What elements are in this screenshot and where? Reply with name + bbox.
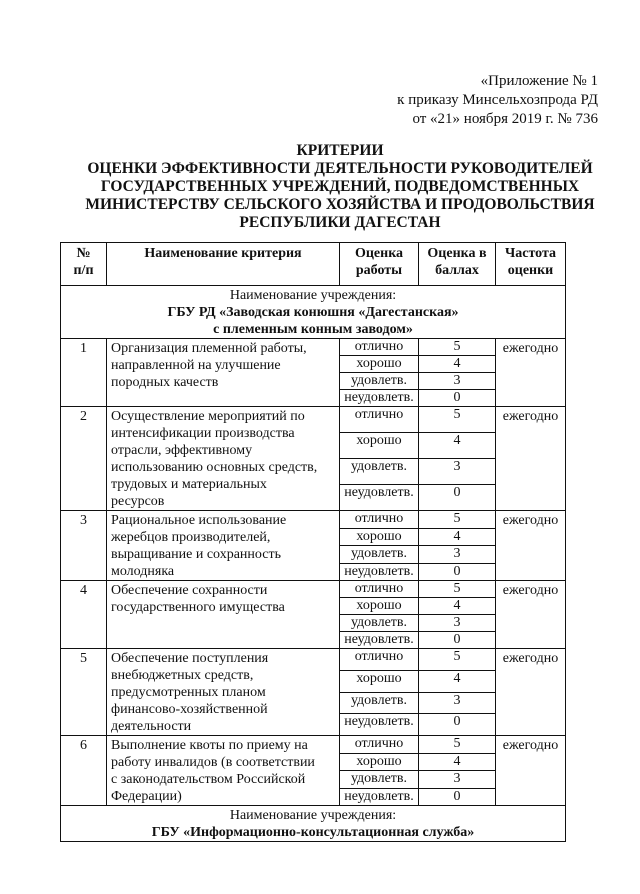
criterion-line: интенсификации производства — [111, 426, 295, 441]
frequency-cell: ежегодно — [496, 736, 566, 806]
criterion-line: жеребцов производителей, — [111, 530, 271, 545]
criterion-line: трудовых и материальных — [111, 477, 267, 492]
table-row — [61, 407, 566, 433]
score-cell: 3 — [419, 459, 496, 485]
grade-cell: отлично — [340, 649, 419, 671]
criterion-line: Осуществление мероприятий по — [111, 409, 305, 424]
criterion-line: Рациональное использование — [111, 513, 287, 528]
grade-cell: отлично — [340, 581, 419, 598]
score-cell: 0 — [419, 714, 496, 736]
grade-cell: хорошо — [340, 670, 419, 692]
score-cell: 4 — [419, 670, 496, 692]
appendix-line: от «21» ноября 2019 г. № 736 — [412, 111, 598, 127]
score-cell: 3 — [419, 771, 496, 789]
score-cell: 5 — [419, 511, 496, 529]
table-row — [61, 511, 566, 529]
table-row — [61, 339, 566, 356]
score-cell: 3 — [419, 692, 496, 714]
grade-cell: удовлетв. — [340, 692, 419, 714]
score-cell: 4 — [419, 433, 496, 459]
grade-cell: хорошо — [340, 528, 419, 546]
score-cell: 0 — [419, 563, 496, 581]
frequency-cell: ежегодно — [496, 511, 566, 581]
criterion-line: Обеспечение поступления — [111, 651, 269, 666]
institution-row — [61, 806, 566, 842]
score-cell: 3 — [419, 546, 496, 564]
score-cell: 3 — [419, 373, 496, 390]
title-line: ОЦЕНКИ ЭФФЕКТИВНОСТИ ДЕЯТЕЛЬНОСТИ РУКОВОДИТЕЛЕЙ — [87, 160, 593, 177]
score-cell: 5 — [419, 736, 496, 754]
grade-cell: неудовлетв. — [340, 788, 419, 806]
grade-cell: неудовлетв. — [340, 563, 419, 581]
title-line: РЕСПУБЛИКИ ДАГЕСТАН — [239, 214, 441, 231]
grade-cell: удовлетв. — [340, 459, 419, 485]
appendix-line: к приказу Минсельхозпрода РД — [397, 92, 598, 108]
score-cell: 0 — [419, 788, 496, 806]
criterion-line: молодняка — [111, 564, 175, 579]
frequency-cell: ежегодно — [496, 339, 566, 407]
row-number: 5 — [61, 649, 107, 736]
header-score: Оценка в баллах — [419, 243, 496, 286]
institution-name: ГБУ РД «Заводская конюшня «Дагестанская» — [167, 305, 459, 320]
criterion-line: деятельности — [111, 719, 192, 734]
grade-cell: отлично — [340, 511, 419, 529]
score-cell: 0 — [419, 390, 496, 407]
table-row — [61, 736, 566, 754]
header-frequency: Частота оценки — [496, 243, 566, 286]
score-cell: 5 — [419, 407, 496, 433]
grade-cell: хорошо — [340, 598, 419, 615]
grade-cell: неудовлетв. — [340, 485, 419, 511]
grade-cell: неудовлетв. — [340, 632, 419, 649]
criterion-line: направленной на улучшение — [111, 358, 281, 373]
row-number: 6 — [61, 736, 107, 806]
title-line: ГОСУДАРСТВЕННЫХ УЧРЕЖДЕНИЙ, ПОДВЕДОМСТВЕННЫХ — [100, 178, 580, 195]
table-row — [61, 649, 566, 671]
score-cell: 0 — [419, 632, 496, 649]
row-number: 4 — [61, 581, 107, 649]
criterion-text — [107, 511, 340, 581]
grade-cell: хорошо — [340, 356, 419, 373]
row-number: 2 — [61, 407, 107, 511]
score-cell: 4 — [419, 356, 496, 373]
table-row — [61, 581, 566, 598]
title-line: КРИТЕРИИ — [296, 142, 384, 159]
score-cell: 4 — [419, 528, 496, 546]
frequency-cell: ежегодно — [496, 407, 566, 511]
header-criterion: Наименование критерия — [107, 243, 340, 286]
row-number: 1 — [61, 339, 107, 407]
appendix-line: «Приложение № 1 — [480, 73, 598, 89]
header-num: № п/п — [61, 243, 107, 286]
grade-cell: отлично — [340, 407, 419, 433]
score-cell: 3 — [419, 615, 496, 632]
criterion-text — [107, 407, 340, 511]
grade-cell: неудовлетв. — [340, 390, 419, 407]
criterion-line: финансово-хозяйственной — [111, 702, 268, 717]
grade-cell: отлично — [340, 339, 419, 356]
criterion-line: предусмотренных планом — [111, 685, 266, 700]
grade-cell: удовлетв. — [340, 615, 419, 632]
score-cell: 5 — [419, 339, 496, 356]
criterion-line: Организация племенной работы, — [111, 341, 307, 356]
criterion-line: Выполнение квоты по приему на — [111, 738, 308, 753]
criterion-text — [107, 736, 340, 806]
grade-cell: хорошо — [340, 433, 419, 459]
criterion-line: с законодательством Российской — [111, 772, 306, 787]
criterion-line: внебюджетных средств, — [111, 668, 254, 683]
grade-cell: удовлетв. — [340, 373, 419, 390]
criterion-line: работу инвалидов (в соответствии — [111, 755, 315, 770]
criterion-line: выращивание и сохранность — [111, 547, 281, 562]
criterion-line: Федерации) — [111, 789, 182, 804]
institution-name: ГБУ «Информационно-консультационная служба» — [151, 825, 475, 840]
criterion-line: использованию основных средств, — [111, 460, 318, 475]
criterion-line: государственного имущества — [111, 600, 285, 615]
grade-cell: неудовлетв. — [340, 714, 419, 736]
institution-row — [61, 286, 566, 339]
criterion-text — [107, 649, 340, 736]
frequency-cell: ежегодно — [496, 581, 566, 649]
institution-label: Наименование учреждения: — [229, 288, 397, 303]
header-grade: Оценка работы — [340, 243, 419, 286]
institution-name: с племенным конным заводом» — [213, 322, 413, 337]
score-cell: 4 — [419, 598, 496, 615]
title-line: МИНИСТЕРСТВУ СЕЛЬСКОГО ХОЗЯЙСТВА И ПРОДОВОЛЬСТВИЯ — [85, 196, 595, 213]
criterion-text — [107, 581, 340, 649]
criterion-line: ресурсов — [111, 494, 165, 509]
appendix-reference — [397, 72, 598, 129]
grade-cell: удовлетв. — [340, 771, 419, 789]
document-title — [60, 142, 620, 232]
criteria-table — [60, 242, 566, 842]
table-header-row — [61, 243, 566, 286]
criterion-line: Обеспечение сохранности — [111, 583, 268, 598]
score-cell: 4 — [419, 753, 496, 771]
institution-label: Наименование учреждения: — [229, 808, 397, 823]
score-cell: 5 — [419, 649, 496, 671]
criterion-line: породных качеств — [111, 375, 219, 390]
row-number: 3 — [61, 511, 107, 581]
grade-cell: удовлетв. — [340, 546, 419, 564]
grade-cell: отлично — [340, 736, 419, 754]
criterion-line: отрасли, эффективному — [111, 443, 253, 458]
score-cell: 5 — [419, 581, 496, 598]
grade-cell: хорошо — [340, 753, 419, 771]
frequency-cell: ежегодно — [496, 649, 566, 736]
score-cell: 0 — [419, 485, 496, 511]
criterion-text — [107, 339, 340, 407]
